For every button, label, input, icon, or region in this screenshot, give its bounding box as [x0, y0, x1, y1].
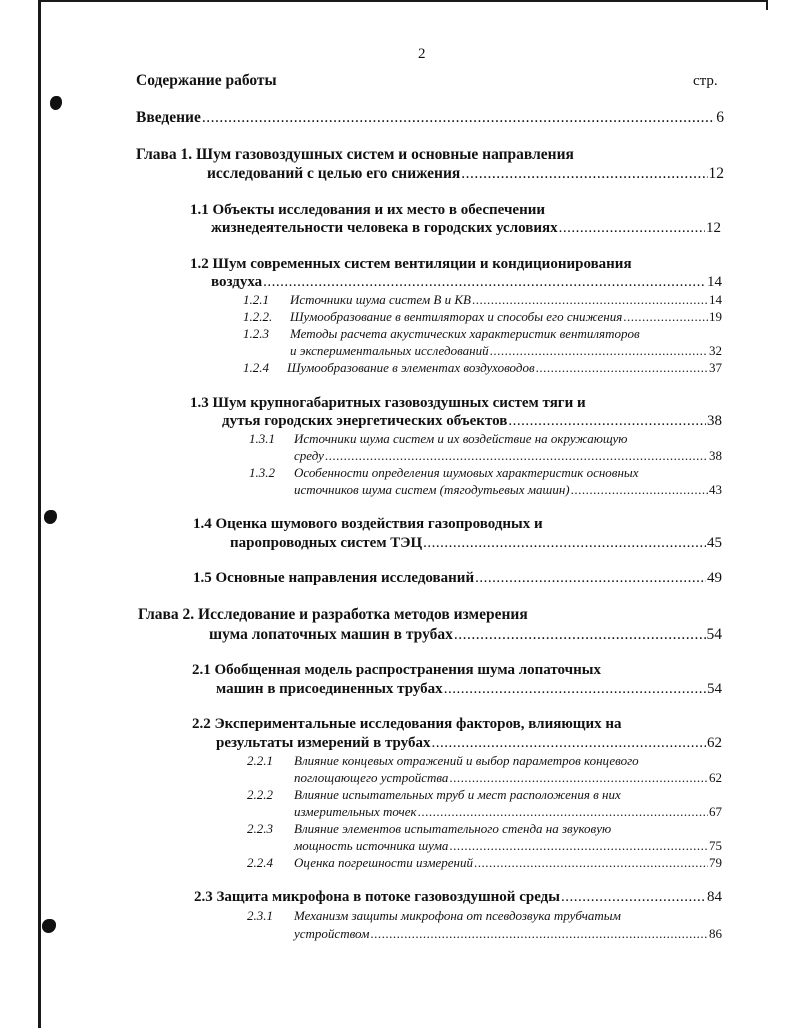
toc-s2-3-line1: 2.3 Защита микрофона в потоке газовоздушной среды: [194, 889, 560, 905]
toc-1-2-3-text2: и экспериментальных исследований: [290, 343, 489, 358]
toc-leader: [508, 413, 706, 430]
toc-2-2-1-page: 62: [709, 770, 722, 785]
toc-leader: [431, 735, 706, 752]
toc-1-2-4[interactable]: [287, 360, 722, 376]
toc-1-2-2-text: Шумообразование в вентиляторах и способы его снижения: [290, 309, 623, 324]
toc-ch1[interactable]: [207, 165, 724, 183]
toc-leader: [454, 626, 706, 644]
toc-s1-4-line1[interactable]: 1.4 Оценка шумового воздействия газопроводных и: [193, 516, 543, 532]
toc-1-2-3-page: 32: [709, 343, 722, 358]
toc-leader: [559, 220, 705, 237]
page-right-border: [766, 0, 768, 10]
toc-1-2-2[interactable]: [290, 309, 722, 325]
toc-2-2-2-text2: измерительных точек: [294, 804, 417, 819]
scan-blot: [42, 919, 56, 933]
toc-leader: [490, 343, 708, 359]
toc-leader: [263, 274, 706, 291]
toc-2-3-1[interactable]: [294, 926, 722, 942]
toc-s2-2-page: 62: [707, 735, 722, 751]
toc-1-2-4-text: Шумообразование в элементах воздуховодов: [287, 360, 535, 375]
toc-ch2-line2: шума лопаточных машин в трубах: [209, 626, 453, 643]
toc-2-2-2-num: 2.2.2: [247, 787, 273, 802]
toc-1-3-1-text[interactable]: Источники шума систем и их воздействие на окружающую: [294, 431, 628, 446]
toc-intro-page: 6: [716, 109, 724, 126]
scan-blot: [44, 510, 57, 524]
toc-2-2-1[interactable]: [294, 770, 722, 786]
toc-2-3-1-num: 2.3.1: [247, 908, 273, 923]
toc-1-2-4-num: 1.2.4: [243, 360, 269, 375]
toc-2-3-1-text[interactable]: Механизм защиты микрофона от псевдозвука трубчатым: [294, 908, 621, 923]
toc-leader: [461, 165, 707, 183]
toc-s1-2-page: 14: [707, 274, 722, 290]
toc-ch2-line1[interactable]: Глава 2. Исследование и разработка методов измерения: [138, 606, 528, 623]
toc-1-2-1-text: Источники шума систем В и КВ: [290, 292, 471, 307]
toc-2-2-4-text: Оценка погрешности измерений: [294, 855, 473, 870]
toc-leader: [423, 535, 706, 552]
toc-s1-4-line2: паропроводных систем ТЭЦ: [230, 535, 423, 551]
toc-2-3-1-page: 86: [709, 926, 722, 941]
toc-2-2-3-num: 2.2.3: [247, 821, 273, 836]
toc-leader: [418, 804, 708, 820]
page-top-border: [38, 0, 768, 2]
toc-leader: [449, 838, 708, 854]
toc-leader: [536, 360, 708, 376]
toc-1-3-2-text2: источников шума систем (тягодутьевых машин): [294, 482, 570, 497]
toc-ch1-line1[interactable]: Глава 1. Шум газовоздушных систем и основные направления: [136, 146, 574, 163]
scan-blot: [50, 96, 62, 110]
toc-leader: [449, 770, 708, 786]
toc-2-2-2-page: 67: [709, 804, 722, 819]
toc-1-2-1[interactable]: [290, 292, 722, 308]
toc-1-3-1[interactable]: [294, 448, 722, 464]
toc-1-2-2-num: 1.2.2.: [243, 309, 273, 324]
toc-s2-1-line1[interactable]: 2.1 Обобщенная модель распространения шума лопаточных: [192, 662, 601, 678]
toc-s1-3[interactable]: [222, 413, 722, 430]
toc-1-3-2[interactable]: [294, 482, 722, 498]
toc-s2-2-line2: результаты измерений в трубах: [216, 735, 431, 751]
toc-ch2[interactable]: [209, 626, 722, 644]
toc-s1-5-page: 49: [707, 570, 722, 586]
toc-ch2-page: 54: [706, 626, 722, 643]
toc-s1-1-line1[interactable]: 1.1 Объекты исследования и их место в обеспечении: [190, 202, 546, 218]
toc-1-2-4-page: 37: [709, 360, 722, 375]
toc-s1-3-line1[interactable]: 1.3 Шум крупногабаритных газовоздушных систем тяги и: [190, 395, 586, 411]
toc-1-3-2-num: 1.3.2: [249, 465, 275, 480]
toc-1-2-3-text[interactable]: Методы расчета акустических характеристик вентиляторов: [290, 326, 640, 341]
toc-s1-4[interactable]: [230, 535, 722, 552]
toc-s2-2[interactable]: [216, 735, 722, 752]
toc-2-2-4-page: 79: [709, 855, 722, 870]
toc-2-3-1-text2: устройством: [294, 926, 370, 941]
toc-s1-2-line1[interactable]: 1.2 Шум современных систем вентиляции и кондиционирования: [190, 256, 632, 272]
toc-1-2-3-num: 1.2.3: [243, 326, 269, 341]
toc-leader: [475, 570, 706, 587]
toc-1-2-1-page: 14: [709, 292, 722, 307]
contents-title: Содержание работы: [136, 72, 277, 89]
toc-ch1-page: 12: [708, 165, 724, 182]
toc-2-2-2-text[interactable]: Влияние испытательных труб и мест расположения в них: [294, 787, 621, 802]
toc-s1-2-line2: воздуха: [211, 274, 263, 290]
toc-leader: [444, 681, 706, 698]
toc-s1-2[interactable]: [211, 274, 722, 291]
toc-2-2-3-page: 75: [709, 838, 722, 853]
toc-intro-label: Введение: [136, 109, 201, 126]
page-left-border: [38, 0, 41, 1028]
toc-s2-2-line1[interactable]: 2.2 Экспериментальные исследования факторов, влияющих на: [192, 716, 622, 732]
toc-s1-4-page: 45: [707, 535, 722, 551]
toc-1-2-2-page: 19: [709, 309, 722, 324]
toc-2-2-1-text[interactable]: Влияние концевых отражений и выбор параметров концевого: [294, 753, 639, 768]
toc-ch1-line2: исследований с целью его снижения: [207, 165, 461, 182]
toc-2-2-2[interactable]: [294, 804, 722, 820]
toc-leader: [561, 889, 706, 906]
toc-1-3-2-text[interactable]: Особенности определения шумовых характеристик основных: [294, 465, 639, 480]
toc-leader: [472, 292, 708, 308]
toc-s2-1-page: 54: [707, 681, 722, 697]
page-number: 2: [418, 46, 426, 62]
toc-s1-1-line2: жизнедеятельности человека в городских условиях: [211, 220, 558, 236]
toc-1-3-2-page: 43: [709, 482, 722, 497]
toc-2-2-4-num: 2.2.4: [247, 855, 273, 870]
toc-2-2-3-text2: мощность источника шума: [294, 838, 449, 853]
toc-s1-5-line1: 1.5 Основные направления исследований: [193, 570, 475, 586]
toc-1-3-1-page: 38: [709, 448, 722, 463]
toc-s1-1[interactable]: [211, 220, 721, 237]
toc-2-2-1-num: 2.2.1: [247, 753, 273, 768]
toc-leader: [571, 482, 708, 498]
toc-2-2-3[interactable]: [294, 838, 722, 854]
toc-1-3-1-text2: среду: [294, 448, 324, 463]
toc-s1-3-page: 38: [707, 413, 722, 429]
toc-leader: [325, 448, 708, 464]
toc-leader: [202, 109, 715, 127]
toc-s1-3-line2: дутья городских энергетических объектов: [222, 413, 508, 429]
toc-leader: [474, 855, 708, 871]
toc-leader: [623, 309, 708, 325]
toc-2-2-3-text[interactable]: Влияние элементов испытательного стенда на звуковую: [294, 821, 612, 836]
toc-s2-3[interactable]: [194, 889, 722, 906]
toc-1-2-3[interactable]: [290, 343, 722, 359]
toc-s1-5[interactable]: [193, 570, 722, 587]
toc-s2-1-line2: машин в присоединенных трубах: [216, 681, 443, 697]
toc-intro[interactable]: [136, 109, 724, 127]
toc-1-2-1-num: 1.2.1: [243, 292, 269, 307]
toc-2-2-1-text2: поглощающего устройства: [294, 770, 449, 785]
toc-s2-3-page: 84: [707, 889, 722, 905]
toc-2-2-4[interactable]: [294, 855, 722, 871]
toc-s1-1-page: 12: [706, 220, 721, 236]
page-column-label: стр.: [693, 73, 718, 89]
toc-leader: [370, 926, 708, 942]
toc-s2-1[interactable]: [216, 681, 722, 698]
toc-1-3-1-num: 1.3.1: [249, 431, 275, 446]
